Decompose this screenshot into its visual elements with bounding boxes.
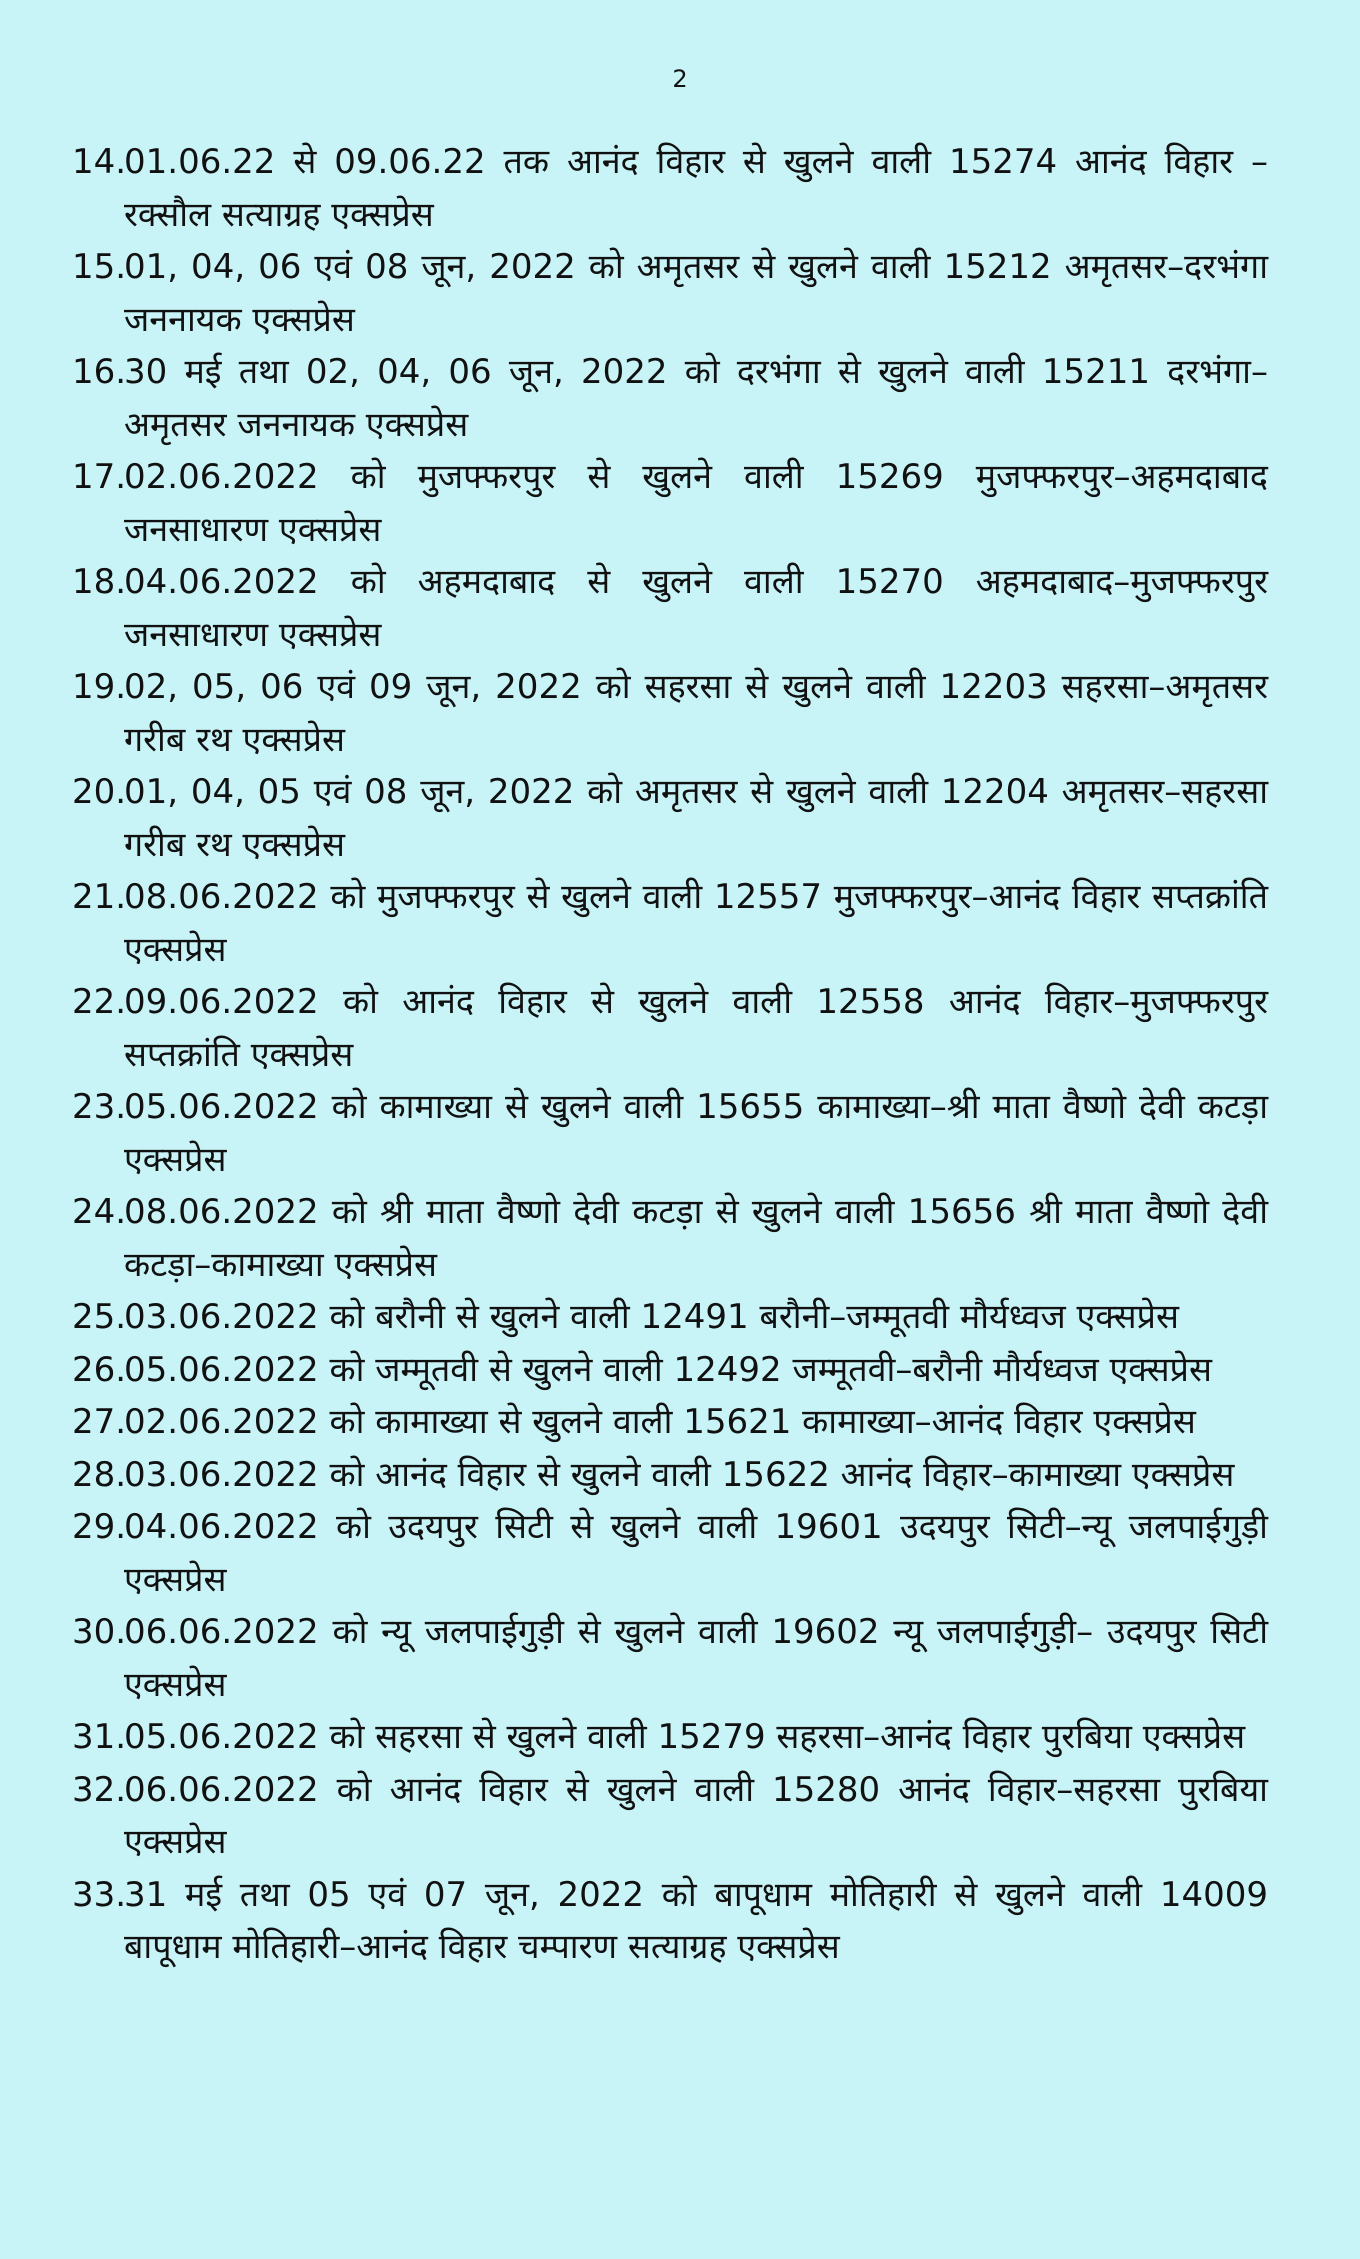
item-number: 20. xyxy=(72,772,127,812)
item-text: 06.06.2022 को आनंद विहार से खुलने वाली 15280 आनंद विहार–सहरसा पुरबिया एक्सप्रेस xyxy=(124,1769,1268,1862)
item-text: 01, 04, 05 एवं 08 जून, 2022 को अमृतसर से खुलने वाली 12204 अमृतसर–सहरसा गरीब रथ एक्सप्रेस xyxy=(124,772,1268,865)
item-text: 08.06.2022 को मुजफ्फरपुर से खुलने वाली 12557 मुजफ्फरपुर–आनंद विहार सप्तक्रांति एक्सप्रेस xyxy=(124,877,1268,970)
item-text: 02.06.2022 को मुजफ्फरपुर से खुलने वाली 15269 मुजफ्फरपुर–अहमदाबाद जनसाधारण एक्सप्रेस xyxy=(124,457,1268,550)
list-item xyxy=(72,766,1268,871)
item-text: 06.06.2022 को न्यू जलपाईगुड़ी से खुलने वाली 19602 न्यू जलपाईगुड़ी– उदयपुर सिटी एक्सप्रेस xyxy=(124,1612,1268,1705)
item-number: 29. xyxy=(72,1507,127,1547)
item-text: 02, 05, 06 एवं 09 जून, 2022 को सहरसा से खुलने वाली 12203 सहरसा–अमृतसर गरीब रथ एक्सप्रेस xyxy=(124,667,1268,760)
list-item xyxy=(72,241,1268,346)
list-item xyxy=(72,1606,1268,1711)
list-item xyxy=(72,1186,1268,1291)
list-item xyxy=(72,1081,1268,1186)
list-item xyxy=(72,1711,1268,1764)
item-number: 23. xyxy=(72,1087,127,1127)
item-number: 17. xyxy=(72,457,127,497)
item-number: 27. xyxy=(72,1402,127,1442)
item-number: 32. xyxy=(72,1769,127,1810)
list-item xyxy=(72,1501,1268,1606)
list-item xyxy=(72,451,1268,556)
item-number: 26. xyxy=(72,1349,127,1390)
list-item xyxy=(72,136,1268,241)
item-text: 05.06.2022 को जम्मूतवी से खुलने वाली 12492 जम्मूतवी–बरौनी मौर्यध्वज एक्सप्रेस xyxy=(124,1349,1212,1390)
item-number: 21. xyxy=(72,877,127,917)
list-item xyxy=(72,1344,1268,1397)
item-number: 14. xyxy=(72,142,127,182)
list-item xyxy=(72,556,1268,661)
item-text: 04.06.2022 को उदयपुर सिटी से खुलने वाली 19601 उदयपुर सिटी–न्यू जलपाईगुड़ी एक्सप्रेस xyxy=(124,1507,1268,1600)
item-number: 30. xyxy=(72,1612,127,1652)
item-number: 18. xyxy=(72,562,127,602)
item-text: 03.06.2022 को बरौनी से खुलने वाली 12491 बरौनी–जम्मूतवी मौर्यध्वज एक्सप्रेस xyxy=(124,1297,1179,1337)
item-text: 31 मई तथा 05 एवं 07 जून, 2022 को बापूधाम मोतिहारी से खुलने वाली 14009 बापूधाम मोतिहारी–आनंद विहार चम्पारण सत्याग्रह एक्सप्रेस xyxy=(124,1874,1268,1967)
item-text: 01.06.22 से 09.06.22 तक आनंद विहार से खुलने वाली 15274 आनंद विहार –रक्सौल सत्याग्रह एक्सप्रेस xyxy=(124,142,1268,235)
item-text: 05.06.2022 को सहरसा से खुलने वाली 15279 सहरसा–आनंद विहार पुरबिया एक्सप्रेस xyxy=(124,1717,1246,1757)
item-text: 05.06.2022 को कामाख्या से खुलने वाली 15655 कामाख्या–श्री माता वैष्णो देवी कटड़ा एक्सप्रेस xyxy=(124,1087,1268,1180)
item-text: 30 मई तथा 02, 04, 06 जून, 2022 को दरभंगा से खुलने वाली 15211 दरभंगा–अमृतसर जननायक एक्सप्रेस xyxy=(124,352,1268,445)
item-number: 25. xyxy=(72,1297,127,1337)
item-text: 04.06.2022 को अहमदाबाद से खुलने वाली 15270 अहमदाबाद–मुजफ्फरपुर जनसाधारण एक्सप्रेस xyxy=(124,562,1268,655)
list-item xyxy=(72,1764,1268,1869)
item-number: 33. xyxy=(72,1874,127,1915)
item-number: 22. xyxy=(72,982,127,1022)
item-number: 16. xyxy=(72,352,127,392)
item-number: 24. xyxy=(72,1192,127,1232)
list-item xyxy=(72,1869,1268,1974)
train-list xyxy=(72,136,1268,1974)
item-number: 19. xyxy=(72,667,127,707)
item-number: 31. xyxy=(72,1717,127,1757)
list-item xyxy=(72,1291,1268,1344)
item-number: 28. xyxy=(72,1454,127,1495)
list-item xyxy=(72,976,1268,1081)
list-item xyxy=(72,661,1268,766)
item-text: 02.06.2022 को कामाख्या से खुलने वाली 15621 कामाख्या–आनंद विहार एक्सप्रेस xyxy=(124,1402,1196,1442)
item-number: 15. xyxy=(72,247,127,287)
page-number: 2 xyxy=(672,65,688,93)
item-text: 08.06.2022 को श्री माता वैष्णो देवी कटड़ा से खुलने वाली 15656 श्री माता वैष्णो देवी कटड़ा–कामाख्या एक्सप्रेस xyxy=(124,1192,1268,1285)
item-text: 03.06.2022 को आनंद विहार से खुलने वाली 15622 आनंद विहार–कामाख्या एक्सप्रेस xyxy=(124,1454,1235,1495)
item-text: 09.06.2022 को आनंद विहार से खुलने वाली 12558 आनंद विहार–मुजफ्फरपुर सप्तक्रांति एक्सप्रेस xyxy=(124,982,1268,1075)
item-text: 01, 04, 06 एवं 08 जून, 2022 को अमृतसर से खुलने वाली 15212 अमृतसर–दरभंगा जननायक एक्सप्रेस xyxy=(124,247,1268,340)
list-item xyxy=(72,1396,1268,1449)
list-item xyxy=(72,1449,1268,1502)
list-item xyxy=(72,346,1268,451)
list-item xyxy=(72,871,1268,976)
